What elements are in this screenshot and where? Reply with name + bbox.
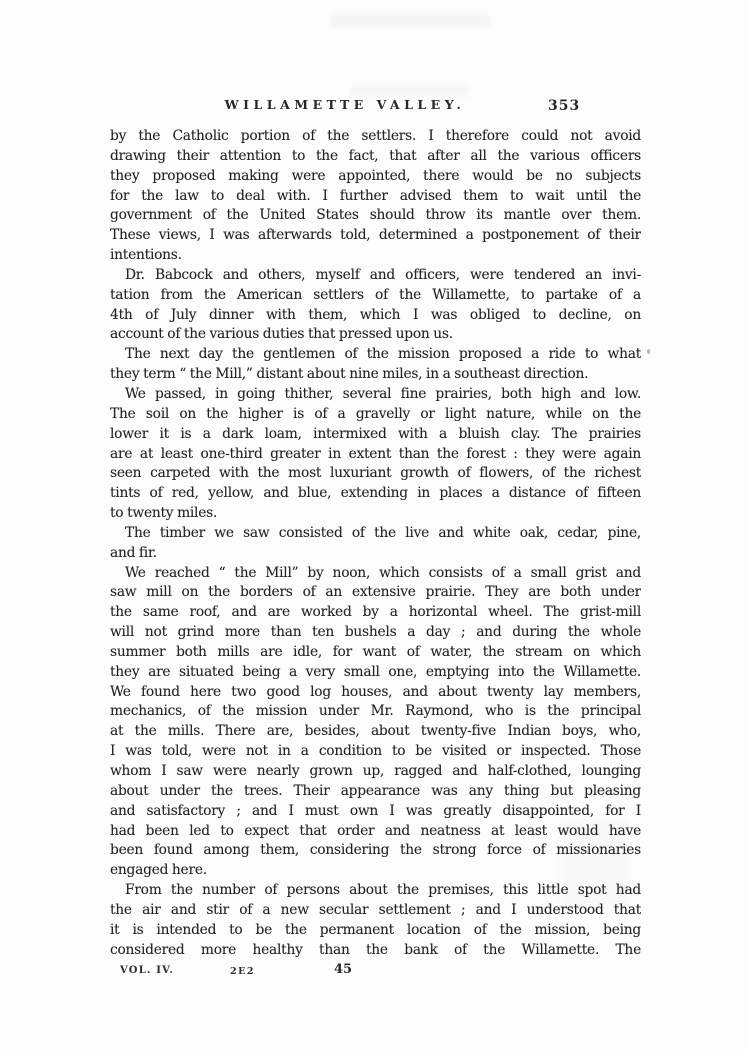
volume-label: VOL. IV. bbox=[120, 965, 175, 976]
text-line: they proposed making were appointed, there would be no subjects bbox=[110, 167, 641, 184]
scan-speck bbox=[647, 349, 650, 354]
text-line: account of the various duties that pressed upon us. bbox=[110, 326, 453, 343]
text-line: by the Catholic portion of the settlers. I therefore could not avoid bbox=[110, 128, 641, 144]
text-line: We reached “ the Mill” by noon, which consists of a small grist and bbox=[125, 564, 641, 581]
text-line: lower it is a dark loam, intermixed with a bluish clay. The prairies bbox=[110, 425, 641, 442]
text-line: summer both mills are idle, for want of water, the stream on which bbox=[110, 643, 641, 660]
text-line: had been led to expect that order and neatness at least would have bbox=[110, 822, 641, 839]
running-title: WILLAMETTE VALLEY. bbox=[224, 97, 466, 112]
text-line: they are situated being a very small one, emptying into the Willamette. bbox=[110, 663, 641, 680]
text-line: The next day the gentlemen of the mission proposed a ride to what bbox=[125, 346, 641, 363]
bleed-through-ghost bbox=[330, 14, 490, 28]
text-line: These views, I was afterwards told, determined a postponement of their bbox=[110, 227, 641, 244]
text-line: and fir. bbox=[110, 544, 157, 561]
text-line: drawing their attention to the fact, that after all the various officers bbox=[110, 147, 641, 164]
text-line: seen carpeted with the most luxuriant growth of flowers, of the richest bbox=[110, 465, 641, 482]
text-line: to twenty miles. bbox=[110, 505, 218, 522]
text-line: The timber we saw consisted of the live and white oak, cedar, pine, bbox=[125, 524, 641, 541]
text-line: mechanics, of the mission under Mr. Raymond, who is the principal bbox=[110, 703, 641, 720]
text-line: government of the United States should throw its mantle over them. bbox=[110, 207, 641, 224]
text-line: tation from the American settlers of the Willamette, to partake of a bbox=[110, 286, 641, 303]
bleed-through-ghost bbox=[350, 86, 470, 96]
text-line: 4th of July dinner with them, which I was obliged to decline, on bbox=[110, 306, 641, 323]
text-line: are at least one-third greater in extent than the forest : they were again bbox=[110, 445, 641, 462]
text-line: tints of red, yellow, and blue, extending in places a distance of fifteen bbox=[110, 485, 641, 502]
text-line: saw mill on the borders of an extensive prairie. They are both under bbox=[110, 584, 641, 601]
text-line: about under the trees. Their appearance was any thing but pleasing bbox=[110, 782, 641, 799]
text-line: intentions. bbox=[110, 247, 182, 264]
text-line: Dr. Babcock and others, myself and officers, were tendered an invi- bbox=[125, 266, 641, 283]
text-line: it is intended to be the permanent location of the mission, being bbox=[110, 921, 641, 938]
text-line: engaged here. bbox=[110, 862, 207, 879]
text-line: From the number of persons about the premises, this little spot had bbox=[125, 882, 641, 899]
text-line: will not grind more than ten bushels a day ; and during the whole bbox=[110, 624, 641, 641]
text-line: the air and stir of a new secular settlement ; and I understood that bbox=[110, 901, 641, 918]
text-line: We passed, in going thither, several fine prairies, both high and low. bbox=[125, 385, 641, 402]
text-line: at the mills. There are, besides, about twenty-five Indian boys, who, bbox=[110, 723, 641, 740]
signature-mark: 2E2 bbox=[230, 966, 255, 977]
text-line: the same roof, and are worked by a horizontal wheel. The grist-mill bbox=[110, 604, 641, 621]
text-line: considered more healthy than the bank of the Willamette. The bbox=[110, 941, 641, 958]
text-line: been found among them, considering the strong force of missionaries bbox=[110, 842, 641, 859]
text-line: I was told, were not in a condition to be visited or inspected. Those bbox=[110, 743, 641, 760]
text-line: whom I saw were nearly grown up, ragged and half-clothed, lounging bbox=[110, 763, 641, 779]
sheet-number: 45 bbox=[334, 962, 353, 977]
text-line: for the law to deal with. I further advised them to wait until the bbox=[110, 187, 641, 204]
text-line: they term “ the Mill,” distant about nine miles, in a southeast direction. bbox=[110, 366, 589, 383]
text-line: We found here two good log houses, and about twenty lay members, bbox=[110, 683, 641, 700]
text-line: The soil on the higher is of a gravelly or light nature, while on the bbox=[110, 405, 641, 422]
text-line: and satisfactory ; and I must own I was greatly disappointed, for I bbox=[110, 802, 641, 819]
page-body bbox=[110, 127, 641, 960]
page-number: 353 bbox=[548, 98, 581, 114]
